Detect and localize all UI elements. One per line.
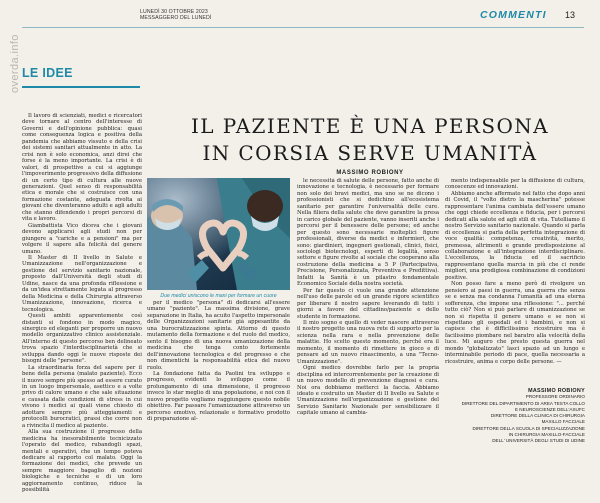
photo-caption: Due medici uniscono le mani per formare un cuore (160, 293, 277, 299)
author-title-line: DIRETTORE DELLA SCUOLA DI SPECIALIZZAZIONE (472, 425, 585, 431)
paragraph: Il lavoro di scienziati, medici e ricercatori deve tornare al centro dell'interesse di Governi e dell'opinione pubblica: quasi come conseguenza logica e positiva della pandemia che abbiamo vissuto e della crisi dei sistemi sanitari attualmente in atto. La crisi non è solo economica, anzi direi che forse è la meno importante. La crisi è di valori, di prospettive a cui si aggiunge l'impoverimento progressivo della diffusione di un certo tipo di cultura alle nuove generazioni. Quel senso di responsabilità etica e morale che si costruisce con una formazione costante, adeguata rivolta ai giovani che diventeranno adulti e agli adulti che stanno difendendo i propri percorsi di vita e lavoro. (22, 113, 142, 223)
masthead-line: MESSAGGERO DEL LUNEDÌ (140, 15, 212, 21)
section-tag-divider (22, 86, 140, 88)
author-name: MASSIMO ROBIONY (528, 388, 585, 394)
headline-line-2: IN CORSIA SERVE UMANITÀ (202, 141, 538, 165)
date-line: LUNEDÌ 30 OTTOBRE 2023 (140, 9, 208, 15)
header-divider (22, 27, 584, 28)
paragraph: Per far questo ci vuole una grande attenzione nell'uso delle parole ed un grande rigore scientifico per liberare il nostro sapere leverando di tutti i giorni a favore del cittadino/paziente e dello studente in formazione. (297, 287, 439, 320)
page-number: 13 (565, 10, 576, 20)
paragraph: La straordinaria forza del sapere per il bene della persona (malato paziente). Ecco il nuovo sempre più spesso ad essere curato in un luogo impersonale, asettico e a volte privo di calore umano e che sale situazione e causata dalle condizioni di stress in cui vivono i medici ai quali viene chiesto di adottare sempre più atteggiamenti e protocolli burocratici, prassi che corre non a rivincita il medico al paziente. (22, 364, 142, 429)
section-tag: LE IDEE (22, 66, 73, 80)
paragraph: Il mio sogno e quello di veder nascere attraverso il nostro progetto una nuova rete di supporto per la scienza nella rara e nella prevenzione delle malattie. Ho scelto questo momento, perché era il momento, il momento di rimettere in gioco e di pensare ad un nuovo rinascimento, a una "Tecno-Umanizzazione". (297, 319, 439, 365)
headline (150, 113, 590, 167)
paragraph: per il medico "persona" di dedicarsi all'essere umano "paziente". La massima divisione, grave separazione in Italia, ha acuito l'aspetto impersonale delle Organizzazioni sanitarie già appesantite da una burocratizzazione spinta. Attorno di questo mutamento della formazione e del ruolo del medico, sento il bisogno di una nuova umanizzazione della medicina che tenga conto fortemente dell'innovazione tecnologica e del progresso e che non dimentichi la responsabilità etica del nuovo ruolo. (147, 300, 290, 371)
paragraph: Abbiamo anche affermato nel fatto che dopo anni di Covid, il "volto dietro la mascherina" potesse rappresentare l'anima cambiata dell'essere umano che oggi chiede eccellenza e fiducia, per i percorsi dedicati alla salute ed agli stili di vita. Tutelliamo il nostro Servizio sanitario nazionale. Quando si parla di eccellenza si parla della perfetta integrazione di voce qualità: competenza, creatività, merito, premessa, altrimenti e grande predisposizione al collaborazione e all'integrazione interdisciplinare. L'eccellenza, la fiducia ed il sacrificio rappresentano quella marcia in più che ci rende migliori, una prodigiosa combinazione di condizioni positive. (445, 190, 585, 281)
paragraph: Giambattista Vico diceva che i giovani devono applicarsi agli studi non per giungere a "cariche e a pensioni" ma per volgere il sapere alla felicità del genere umano. (22, 222, 142, 255)
article-column-3 (297, 178, 439, 501)
byline: MASSIMO ROBIONY (336, 170, 404, 176)
article-column-1 (22, 113, 142, 501)
section-label: COMMENTI (480, 9, 547, 21)
author-title-line: DIRETTORE DEL DIPARTIMENTO DI AREA TESTA COLLO (461, 400, 585, 406)
author-title-line: IN CHIRURGIA MAXILLO-FACCIALE (508, 432, 585, 438)
doctors-heart-hands-image (147, 178, 290, 290)
paragraph: le necessità di salute delle persone, fatto anche di innovazione e tecnologia, è necessario per formare non solo dei bravi medici, ma uno se ne dicono i professionisti che si dedichino all'ecosistema sanitario per garantire l'universalità delle cure. Nella filiera della salute che deve garantire la presa in carico globale del paziente, vanno inseriti anche i percorsi per il benessere delle persone; ed anche per questo sono necessarie molteplici figure professionali, diverse da medici e infermieri, che sono: giardinieri, ingegneri gestionali, clinici, fisici, sociologi biotecnologi, esperti di legalità, senso settore e figure rivolte al sociale che cooperano alla costruzione della medicina a 5 P (Partecipativa, Precisione, Personalizzata, Preventiva e Predittiva). Infatti la Sanità è un pilastro fondamentale Economico Sociale della nostra società. (297, 178, 439, 288)
paragraph: Il Master di II livello in Salute e Umanizzazione nell'organizzazione e gestione del servizio sanitario nazionale, proposto dall'Università degli studi di Udine, nasce da una profonda riflessione e da un'idea strettamente legata al progresso della Medicina e della Chirurgia attraverso Umanizzazione, innovazione, ricerca e tecnologica. (22, 254, 142, 313)
paragraph: La fondazione fatta da Paolini tra sviluppo e progresso, evidenti lo sviluppo come il prolungamento di una dimensione, il progresso invece lo star meglio di una popolazione, e noi con il nuovo progetto vogliamo raggiungere questo nobile obiettivo. Far passare l'umanizzazione attraverso un percorso emotivo, relazionale e formativo prodotto di preparazione al- (147, 370, 290, 423)
headline-line-1: IL PAZIENTE È UNA PERSONA (190, 114, 550, 138)
author-title-line: DIRETTORE DELLA CLINICA DI CHIRURGIA (490, 413, 585, 419)
article-column-2 (147, 300, 290, 501)
article-photo (147, 178, 290, 290)
author-signature (445, 388, 585, 445)
author-title-line: DELL' UNIVERSITÀ DEGLI STUDI DI UDINE (492, 438, 585, 444)
author-title-line: E NEUROSCIENZE DELL'ASUFC (514, 406, 585, 412)
page-header-meta (140, 9, 211, 21)
author-title-line: PROFESSORE ORDINARIO (525, 394, 585, 400)
paragraph: Questi ambiti apparentemente così distanti si fondono in modo magico, sinergico ed eleganti per proporre un nuovo modello organizzativo clinico assistenziale. All'interno di questo percorso ben delineato trova spazio l'interdisciplinarietà che si sviluppa dando oggi le nuove risposte dei bisogni delle "persone". (22, 313, 142, 365)
author-titles (445, 394, 585, 444)
paragraph: Ogni medico dovrebbe farlo per la propria disciplina ed intercorrentemente per la creazione di un nuovo modello di prevenzione diagnosi e cura. Noi ora dobbiamo metterci la faccia. Abbiamo ideato e costruito un Master di II livello su Salute e Umanizzazione nell'organizzazione e gestione del Servizio Sanitario Nazionale per sensibilizzare il capitale umano al cambia- (297, 365, 439, 417)
paragraph: Alla sua costruzione il progresso della medicina ha inesorabilmente tecnicizzato l'operato del medico, rubandogli spazi, mentali e operativi, che un tempo poteva dedicare al rapporto col malato. Oggi la formazione dei medici, che prevede un sempre maggiore bagaglio di nozioni biologiche e tecniche e di un loro aggiornamento continuo, riduce la possibilità (22, 429, 142, 494)
paragraph: mento indispensabile per la diffusione di cultura, conoscenze ed innovazioni. (445, 178, 585, 191)
watermark: overda.info (9, 34, 21, 94)
article-column-4 (445, 178, 585, 384)
author-title-line: MAXILLO FACCIALE (541, 419, 585, 425)
paragraph: Non posso fare a meno però di rivolgere un pensiero ai paesi in guerra, una guerra che senza se e senza ma condanna l'umanità ad una eterna sofferenza, che impone una riflessione: "... perché tutto ciò? Non si può parlare di umanizzazione se non si rispetta il genere umano e se non si rispettano gli ospedali ed i bambini, e non si capisce che è difficilissimo ricostruire ma è facilissimo piombare nel baratro alla velocità della luce. Mi auguro che presto questa guerra nel mondo "globalizzato" lasci spazio ad un lungo e interminabile periodo di pace, quella necessaria a ricostruire, anima e corpo delle persone. — (445, 281, 585, 365)
